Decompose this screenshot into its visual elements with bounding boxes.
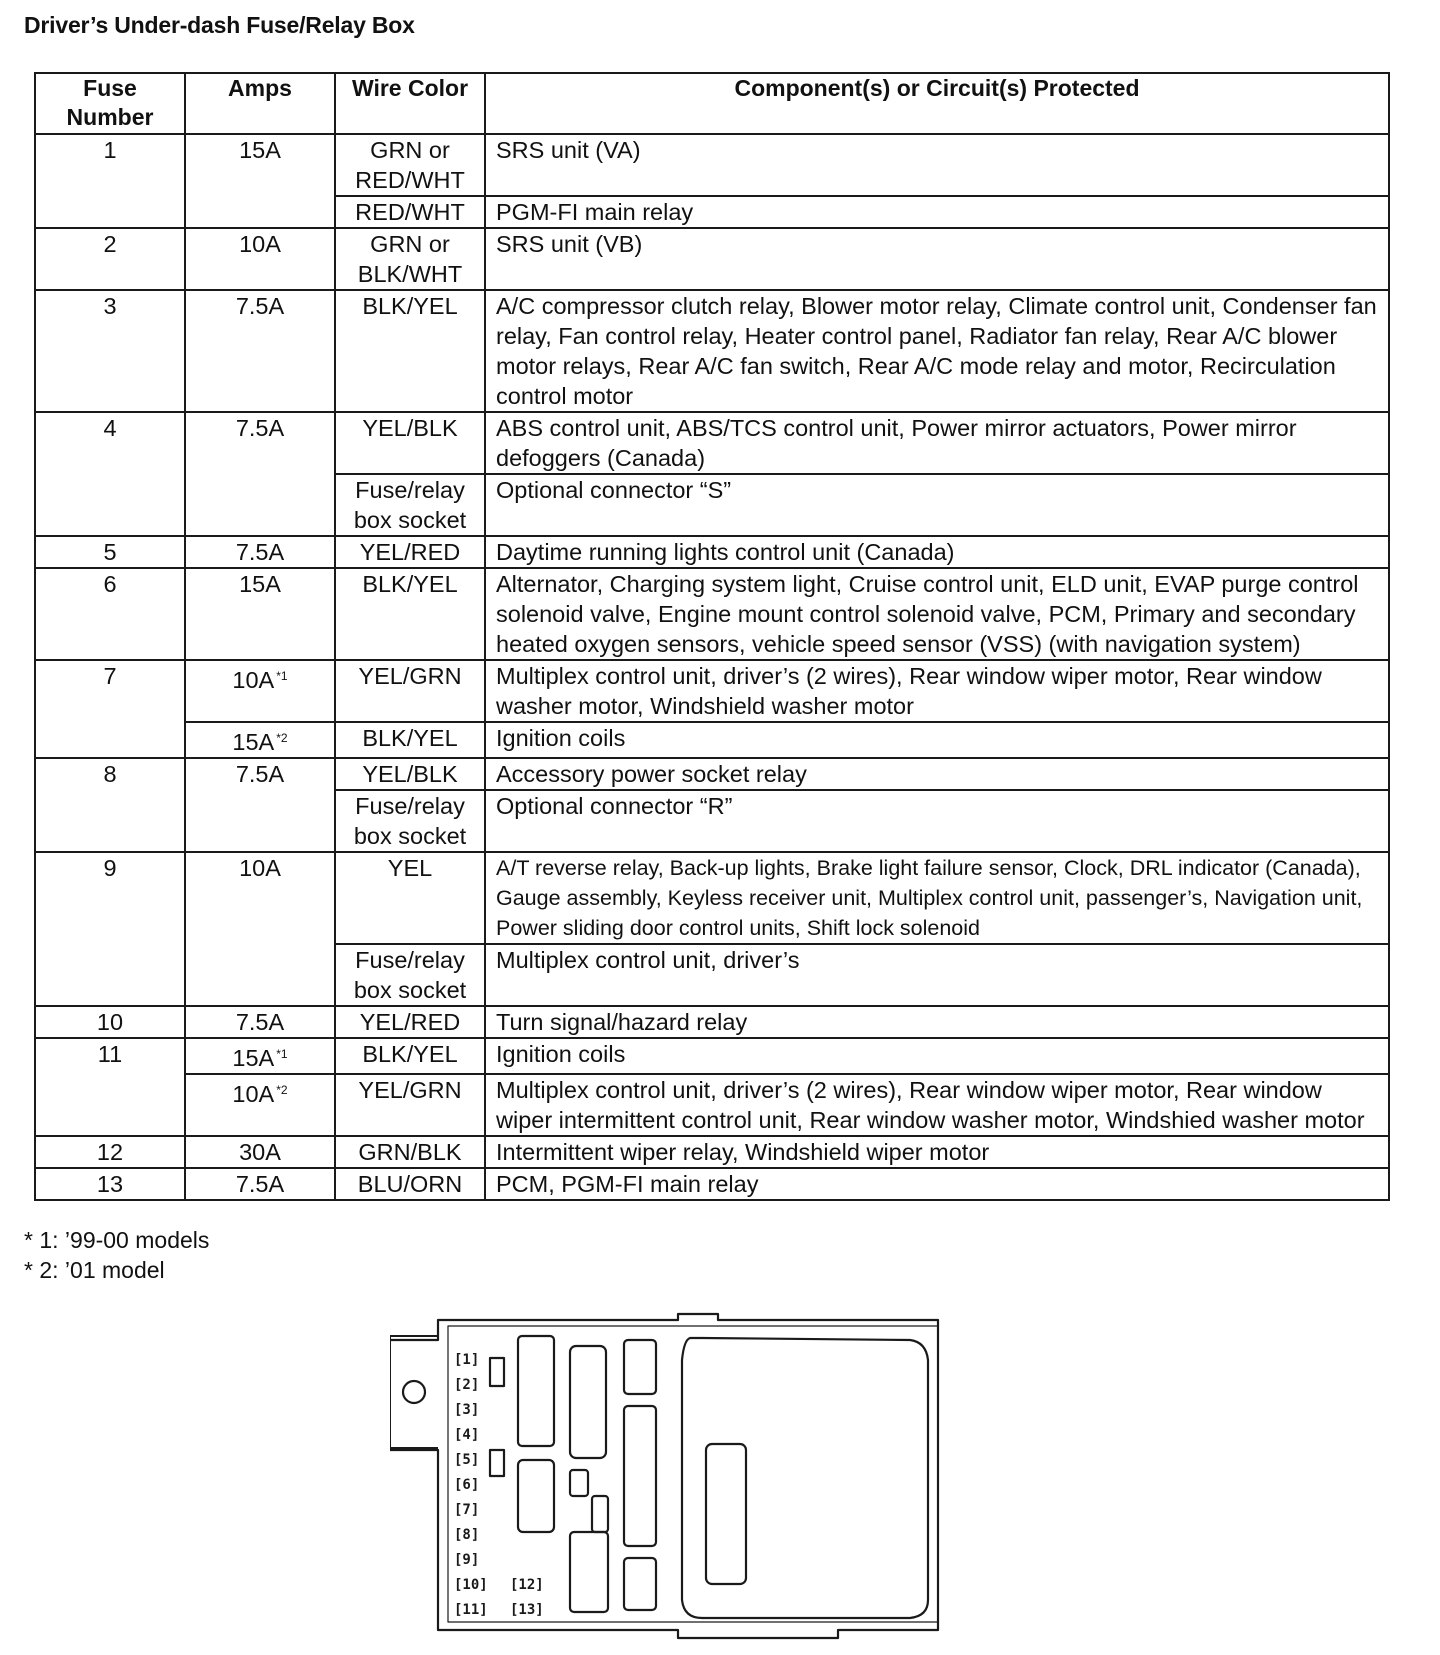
wire-color-cell: YEL/RED bbox=[335, 1006, 485, 1038]
wire-color-cell: YEL/BLK bbox=[335, 412, 485, 474]
table-row bbox=[35, 412, 1389, 474]
header-amps: Amps bbox=[185, 73, 335, 134]
component-cell: Optional connector “R” bbox=[485, 790, 1389, 852]
fuse-table bbox=[34, 72, 1390, 1201]
component-cell: Ignition coils bbox=[485, 722, 1389, 758]
footnote-marker: *2 bbox=[276, 1083, 288, 1097]
wire-color-cell: GRN or RED/WHT bbox=[335, 134, 485, 196]
table-row bbox=[35, 1006, 1389, 1038]
mounting-tab bbox=[390, 1336, 438, 1448]
fuse-label-11: [11] bbox=[454, 1602, 488, 1618]
table-row bbox=[35, 228, 1389, 290]
wire-color-cell: Fuse/relay box socket bbox=[335, 944, 485, 1006]
wire-color-cell: BLU/ORN bbox=[335, 1168, 485, 1200]
relay-slot bbox=[518, 1336, 554, 1446]
amps-cell: 15A $^{*2}$ bbox=[185, 722, 335, 758]
table-row bbox=[35, 758, 1389, 790]
amps-cell: 10A bbox=[185, 852, 335, 1006]
component-cell: PGM-FI main relay bbox=[485, 196, 1389, 228]
amps-cell: 7.5A bbox=[185, 758, 335, 852]
relay-slot bbox=[624, 1558, 656, 1610]
fuse-label-5: [5] bbox=[454, 1452, 480, 1468]
fuse-number-cell: 13 bbox=[35, 1168, 185, 1200]
wire-color-cell: GRN/BLK bbox=[335, 1136, 485, 1168]
component-cell: PCM, PGM-FI main relay bbox=[485, 1168, 1389, 1200]
wire-color-cell: GRN or BLK/WHT bbox=[335, 228, 485, 290]
wire-color-cell: BLK/YEL bbox=[335, 290, 485, 412]
table-row bbox=[35, 660, 1389, 722]
connector-slot bbox=[490, 1358, 504, 1386]
header-fuse-number: Fuse Number bbox=[35, 73, 185, 134]
table-row bbox=[35, 852, 1389, 944]
wire-color-cell: YEL bbox=[335, 852, 485, 944]
fuse-label-12: [12] bbox=[510, 1577, 544, 1593]
component-cell: Optional connector “S” bbox=[485, 474, 1389, 536]
fuse-number-cell: 7 bbox=[35, 660, 185, 758]
table-row bbox=[35, 536, 1389, 568]
amps-cell: 15A bbox=[185, 568, 335, 660]
relay-slot bbox=[570, 1346, 606, 1458]
amps-cell: 7.5A bbox=[185, 1168, 335, 1200]
table-header-row bbox=[35, 73, 1389, 134]
fuse-label-2: [2] bbox=[454, 1377, 480, 1393]
page-title: Driver’s Under-dash Fuse/Relay Box bbox=[24, 12, 415, 38]
footnote-marker: *1 bbox=[276, 669, 288, 683]
footnote-marker: *1 bbox=[276, 1047, 288, 1061]
fuse-number-cell: 9 bbox=[35, 852, 185, 1006]
fuse-label-4: [4] bbox=[454, 1427, 480, 1443]
relay-slot bbox=[624, 1340, 656, 1394]
header-component: Component(s) or Circuit(s) Protected bbox=[485, 73, 1389, 134]
fuse-label-6: [6] bbox=[454, 1477, 480, 1493]
fuse-label-8: [8] bbox=[454, 1527, 480, 1543]
cover-outline bbox=[682, 1338, 928, 1618]
fuse-box-diagram bbox=[390, 1300, 970, 1650]
table-row bbox=[35, 134, 1389, 196]
connector-slot bbox=[490, 1450, 504, 1476]
fuse-number-cell: 12 bbox=[35, 1136, 185, 1168]
fuse-number-cell: 8 bbox=[35, 758, 185, 852]
amps-cell: 10A $^{*2}$ bbox=[185, 1074, 335, 1136]
fuse-label-3: [3] bbox=[454, 1402, 480, 1418]
wire-color-cell: YEL/BLK bbox=[335, 758, 485, 790]
table-row bbox=[35, 722, 1389, 758]
fuse-label-9: [9] bbox=[454, 1552, 480, 1568]
table-row bbox=[35, 1074, 1389, 1136]
amps-cell: 15A $^{*1}$ bbox=[185, 1038, 335, 1074]
component-cell: Daytime running lights control unit (Canada) bbox=[485, 536, 1389, 568]
table-row bbox=[35, 290, 1389, 412]
fuse-label-13: [13] bbox=[510, 1602, 544, 1618]
component-cell: SRS unit (VA) bbox=[485, 134, 1389, 196]
footnotes bbox=[24, 1225, 209, 1285]
table-row bbox=[35, 1136, 1389, 1168]
relay-slot bbox=[570, 1470, 588, 1496]
amps-cell: 30A bbox=[185, 1136, 335, 1168]
component-cell: Turn signal/hazard relay bbox=[485, 1006, 1389, 1038]
component-cell: SRS unit (VB) bbox=[485, 228, 1389, 290]
footnote-marker: *2 bbox=[276, 731, 288, 745]
amps-cell: 7.5A bbox=[185, 1006, 335, 1038]
fuse-label-1: [1] bbox=[454, 1352, 480, 1368]
fuse-label-10: [10] bbox=[454, 1577, 488, 1593]
fuse-number-cell: 2 bbox=[35, 228, 185, 290]
component-cell: A/T reverse relay, Back-up lights, Brake light failure sensor, Clock, DRL indicator (Canada), Gauge assembly, Keyless receiver unit, Multiplex control unit, passenger’s, Navigation unit, Power sliding door control units, Shift lock solenoid bbox=[485, 852, 1389, 944]
component-cell: ABS control unit, ABS/TCS control unit, Power mirror actuators, Power mirror defoggers (Canada) bbox=[485, 412, 1389, 474]
component-cell: A/C compressor clutch relay, Blower motor relay, Climate control unit, Condenser fan relay, Fan control relay, Heater control panel, Radiator fan relay, Rear A/C blower motor relays, Rear A/C fan switch, Rear A/C mode relay and motor, Recirculation control motor bbox=[485, 290, 1389, 412]
wire-color-cell: BLK/YEL bbox=[335, 568, 485, 660]
table-row bbox=[35, 1038, 1389, 1074]
amps-cell: 7.5A bbox=[185, 290, 335, 412]
component-cell: Accessory power socket relay bbox=[485, 758, 1389, 790]
component-cell: Multiplex control unit, driver’s bbox=[485, 944, 1389, 1006]
fuse-number-cell: 6 bbox=[35, 568, 185, 660]
wire-color-cell: RED/WHT bbox=[335, 196, 485, 228]
relay-slot bbox=[570, 1532, 608, 1612]
wire-color-cell: BLK/YEL bbox=[335, 722, 485, 758]
component-cell: Multiplex control unit, driver’s (2 wires), Rear window wiper motor, Rear window washer motor, Windshield washer motor bbox=[485, 660, 1389, 722]
component-cell: Ignition coils bbox=[485, 1038, 1389, 1074]
header-wire-color: Wire Color bbox=[335, 73, 485, 134]
amps-cell: 7.5A bbox=[185, 412, 335, 536]
component-cell: Alternator, Charging system light, Cruise control unit, ELD unit, EVAP purge control solenoid valve, Engine mount control solenoid valve, PCM, Primary and secondary heated oxygen sensors, vehicle speed sensor (VSS) (with navigation system) bbox=[485, 568, 1389, 660]
wire-color-cell: Fuse/relay box socket bbox=[335, 790, 485, 852]
relay-slot bbox=[518, 1460, 554, 1532]
footnote-2: * 2: ’01 model bbox=[24, 1257, 165, 1283]
component-cell: Multiplex control unit, driver’s (2 wires), Rear window wiper motor, Rear window wiper intermittent control unit, Rear window washer motor, Windshied washer motor bbox=[485, 1074, 1389, 1136]
fuse-label-7: [7] bbox=[454, 1502, 480, 1518]
wire-color-cell: Fuse/relay box socket bbox=[335, 474, 485, 536]
mounting-hole bbox=[403, 1381, 425, 1403]
fuse-number-cell: 4 bbox=[35, 412, 185, 536]
amps-cell: 10A bbox=[185, 228, 335, 290]
fuse-number-cell: 5 bbox=[35, 536, 185, 568]
amps-cell: 10A $^{*1}$ bbox=[185, 660, 335, 722]
wire-color-cell: YEL/GRN bbox=[335, 1074, 485, 1136]
amps-cell: 15A bbox=[185, 134, 335, 228]
fuse-box-drawing bbox=[390, 1300, 970, 1650]
fuse-number-cell: 10 bbox=[35, 1006, 185, 1038]
cover-window bbox=[706, 1444, 746, 1584]
relay-slot bbox=[624, 1406, 656, 1546]
table-row bbox=[35, 568, 1389, 660]
amps-cell: 7.5A bbox=[185, 536, 335, 568]
component-cell: Intermittent wiper relay, Windshield wiper motor bbox=[485, 1136, 1389, 1168]
wire-color-cell: YEL/GRN bbox=[335, 660, 485, 722]
wire-color-cell: BLK/YEL bbox=[335, 1038, 485, 1074]
footnote-1: * 1: ’99-00 models bbox=[24, 1227, 210, 1253]
fuse-number-cell: 1 bbox=[35, 134, 185, 228]
relay-slot bbox=[592, 1496, 608, 1532]
table-row bbox=[35, 1168, 1389, 1200]
fuse-number-cell: 3 bbox=[35, 290, 185, 412]
fuse-number-cell: 11 bbox=[35, 1038, 185, 1136]
wire-color-cell: YEL/RED bbox=[335, 536, 485, 568]
